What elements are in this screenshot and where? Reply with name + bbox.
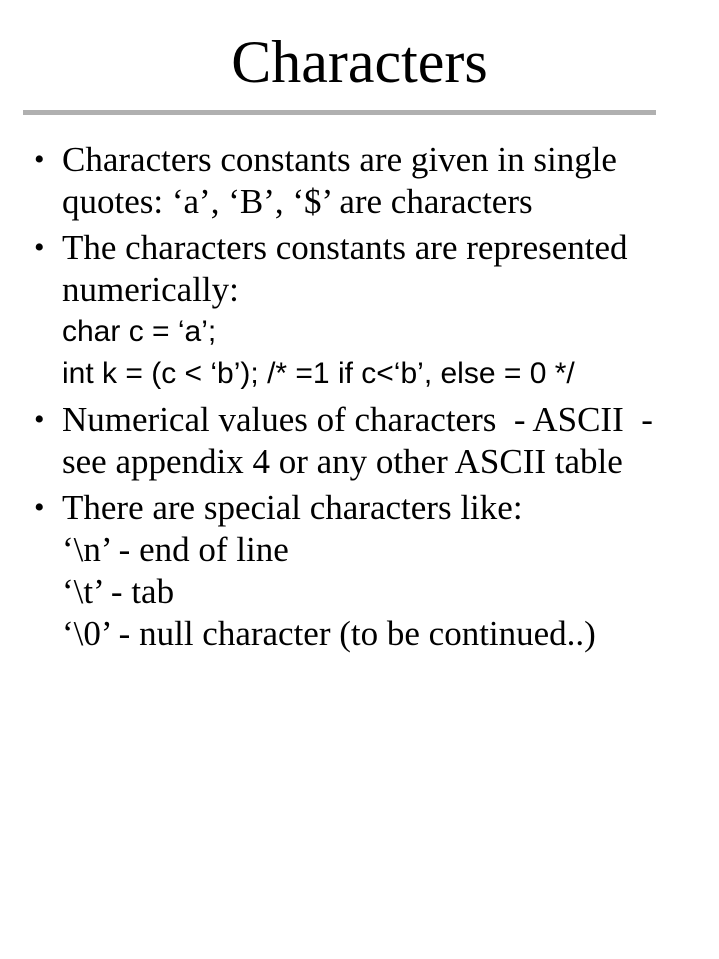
bullet-line: numerically: [62, 270, 239, 309]
bullet-line: Characters constants are given in single [62, 140, 617, 179]
special-char-line: ‘\n’ - end of line [62, 530, 289, 569]
slide-title: Characters [231, 29, 488, 95]
bullet-item-4 [0, 487, 719, 655]
bullet-content [62, 139, 719, 223]
code-line: char c = ‘a’; [62, 315, 217, 348]
bullet-icon: • [34, 231, 45, 264]
bullet-content [62, 487, 719, 655]
bullet-icon: • [34, 143, 45, 176]
bullet-content [62, 227, 719, 395]
bullet-line: There are special characters like: [62, 488, 523, 527]
bullet-list [0, 139, 719, 655]
special-char-line: ‘\0’ - null character (to be continued..) [62, 614, 596, 653]
special-char-line: ‘\t’ - tab [62, 572, 175, 611]
code-line: int k = (c < ‘b’); /* =1 if c<‘b’, else = 0 */ [62, 357, 575, 390]
bullet-item-3 [0, 399, 719, 483]
bullet-line: quotes: ‘a’, ‘B’, ‘$’ are characters [62, 182, 533, 221]
title-underline [23, 110, 656, 115]
bullet-content [62, 399, 719, 483]
bullet-line: The characters constants are represented [62, 228, 628, 267]
bullet-icon: • [34, 403, 45, 436]
bullet-item-2 [0, 227, 719, 395]
bullet-line: Numerical values of characters - ASCII - [62, 400, 653, 439]
bullet-item-1 [0, 139, 719, 223]
bullet-line: see appendix 4 or any other ASCII table [62, 442, 623, 481]
bullet-icon: • [34, 491, 45, 524]
